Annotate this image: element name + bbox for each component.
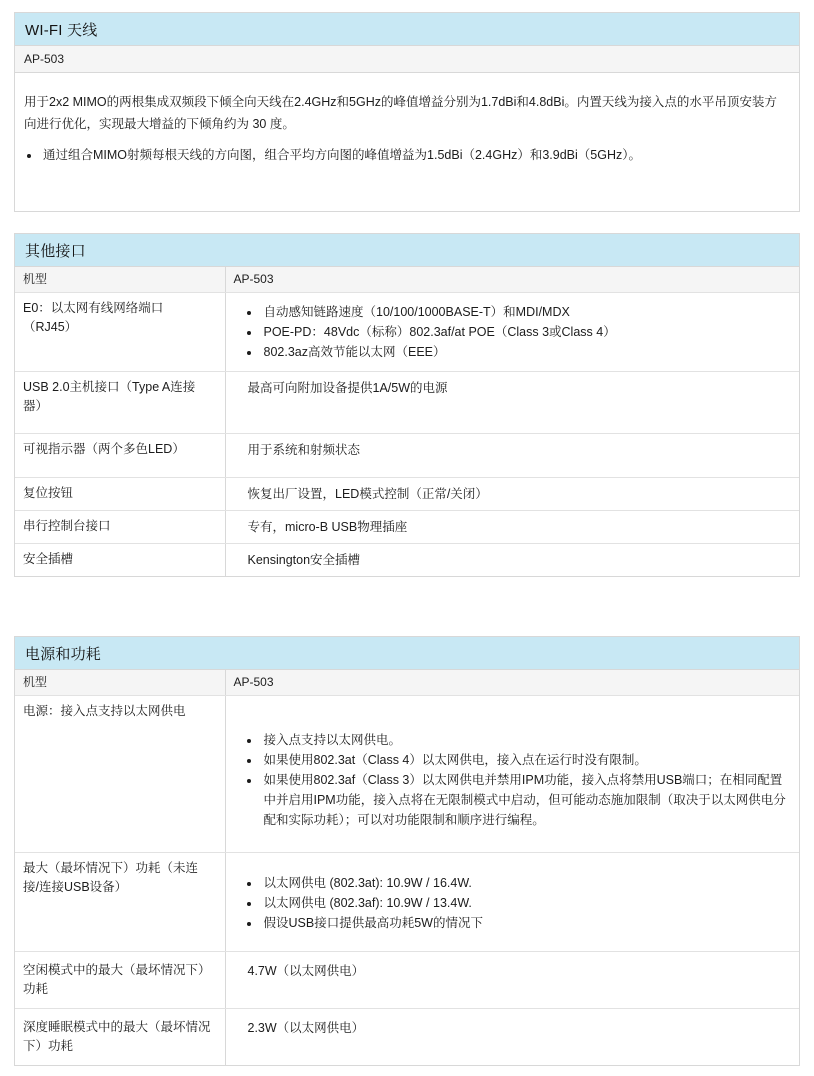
model-label: AP-503 (15, 46, 799, 73)
spec-row (15, 952, 799, 1009)
section-header-bar (15, 13, 799, 46)
row-value (225, 544, 799, 577)
spec-table (15, 670, 799, 1065)
row-label: 可视指示器（两个多色LED） (15, 434, 225, 478)
row-label: 安全插槽 (15, 544, 225, 577)
bullet-item: • 以太网供电 (802.3af): 10.9W / 13.4W. (261, 893, 790, 913)
row-label: 串行控制台接口 (15, 511, 225, 544)
bullet-item: • 自动感知链路速度（10/100/1000BASE-T）和MDI/MDX (261, 302, 790, 322)
value-text: 4.7W（以太网供电） (247, 964, 365, 978)
bullet-item: • 如果使用802.3at（Class 4）以太网供电，接入点在运行时没有限制。 (261, 750, 790, 770)
row-label: 空闲模式中的最大（最坏情况下）功耗 (15, 952, 225, 1009)
row-label: E0：以太网有线网络端口（RJ45） (15, 293, 225, 372)
section-title: 电源和功耗 (25, 645, 102, 663)
bullet-list (24, 144, 777, 166)
value-text: 用于系统和射频状态 (247, 443, 361, 457)
bullet-item: • POE-PD：48Vdc（标称）802.3af/at POE（Class 3或Class 4） (261, 322, 790, 342)
bullet-list (248, 302, 790, 362)
row-value (225, 853, 799, 952)
section-other-interfaces (14, 233, 800, 577)
spec-row (15, 696, 799, 853)
description-paragraph: 用于2x2 MIMO的两根集成双频段下倾全向天线在2.4GHz和5GHz的峰值增益分别为1.7dBi和4.8dBi。内置天线为接入点的水平吊顶安装方向进行优化，实现最大增益的下倾角约为 30 度。 (24, 95, 777, 131)
spec-row (15, 1009, 799, 1066)
spec-table-body (15, 267, 799, 576)
value-text: 恢复出厂设置，LED模式控制（正常/关闭） (247, 487, 488, 501)
column-header: 机型 (15, 267, 225, 293)
row-label: 复位按钮 (15, 478, 225, 511)
column-header: AP-503 (225, 267, 799, 293)
row-value (225, 478, 799, 511)
section-wifi-antenna (14, 12, 800, 212)
spec-row (15, 434, 799, 478)
bullet-item: • 802.3az高效节能以太网（EEE） (261, 342, 790, 362)
spec-table-body (15, 670, 799, 1065)
row-label: USB 2.0主机接口（Type A连接器） (15, 372, 225, 434)
row-value (225, 372, 799, 434)
value-text: 专有，micro-B USB物理插座 (247, 520, 408, 534)
section-body (15, 73, 799, 211)
section-header-bar (15, 637, 799, 670)
column-header-row (15, 267, 799, 293)
section-title: WI-FI 天线 (25, 21, 98, 39)
section-power-consumption (14, 636, 800, 1066)
value-text: 最高可向附加设备提供1A/5W的电源 (247, 381, 448, 395)
bullet-item: • 假设USB接口提供最高功耗5W的情况下 (261, 913, 790, 933)
row-label: 电源：接入点支持以太网供电 (15, 696, 225, 853)
spec-row (15, 511, 799, 544)
bullet-item: • 以太网供电 (802.3at): 10.9W / 16.4W. (261, 873, 790, 893)
row-value (225, 434, 799, 478)
spec-table (15, 267, 799, 576)
bullet-item: • 通过组合MIMO射频每根天线的方向图，组合平均方向图的峰值增益为1.5dBi（2.4GHz）和3.9dBi（5GHz）。 (41, 144, 777, 166)
row-value (225, 952, 799, 1009)
value-text: Kensington安全插槽 (247, 553, 361, 567)
bullet-item: • 接入点支持以太网供电。 (261, 730, 790, 750)
spec-row (15, 293, 799, 372)
section-header-bar (15, 234, 799, 267)
row-value (225, 511, 799, 544)
column-header-row (15, 670, 799, 696)
row-value (225, 1009, 799, 1066)
spec-row (15, 478, 799, 511)
bullet-list (248, 730, 790, 830)
column-header: 机型 (15, 670, 225, 696)
row-label: 深度睡眠模式中的最大（最坏情况下）功耗 (15, 1009, 225, 1066)
spec-row (15, 372, 799, 434)
row-label: 最大（最坏情况下）功耗（未连接/连接USB设备） (15, 853, 225, 952)
bullet-item: • 如果使用802.3af（Class 3）以太网供电并禁用IPM功能，接入点将禁用USB端口；在相同配置中并启用IPM功能，接入点将在无限制模式中启动，但可能动态施加限制（取决于以太网供电分配和实际功耗）；可以对功能限制和顺序进行编程。 (261, 770, 790, 830)
column-header: AP-503 (225, 670, 799, 696)
row-value (225, 696, 799, 853)
spec-row (15, 853, 799, 952)
bullet-list (248, 873, 790, 933)
spec-row (15, 544, 799, 577)
section-title: 其他接口 (25, 242, 86, 260)
value-text: 2.3W（以太网供电） (247, 1021, 365, 1035)
row-value (225, 293, 799, 372)
